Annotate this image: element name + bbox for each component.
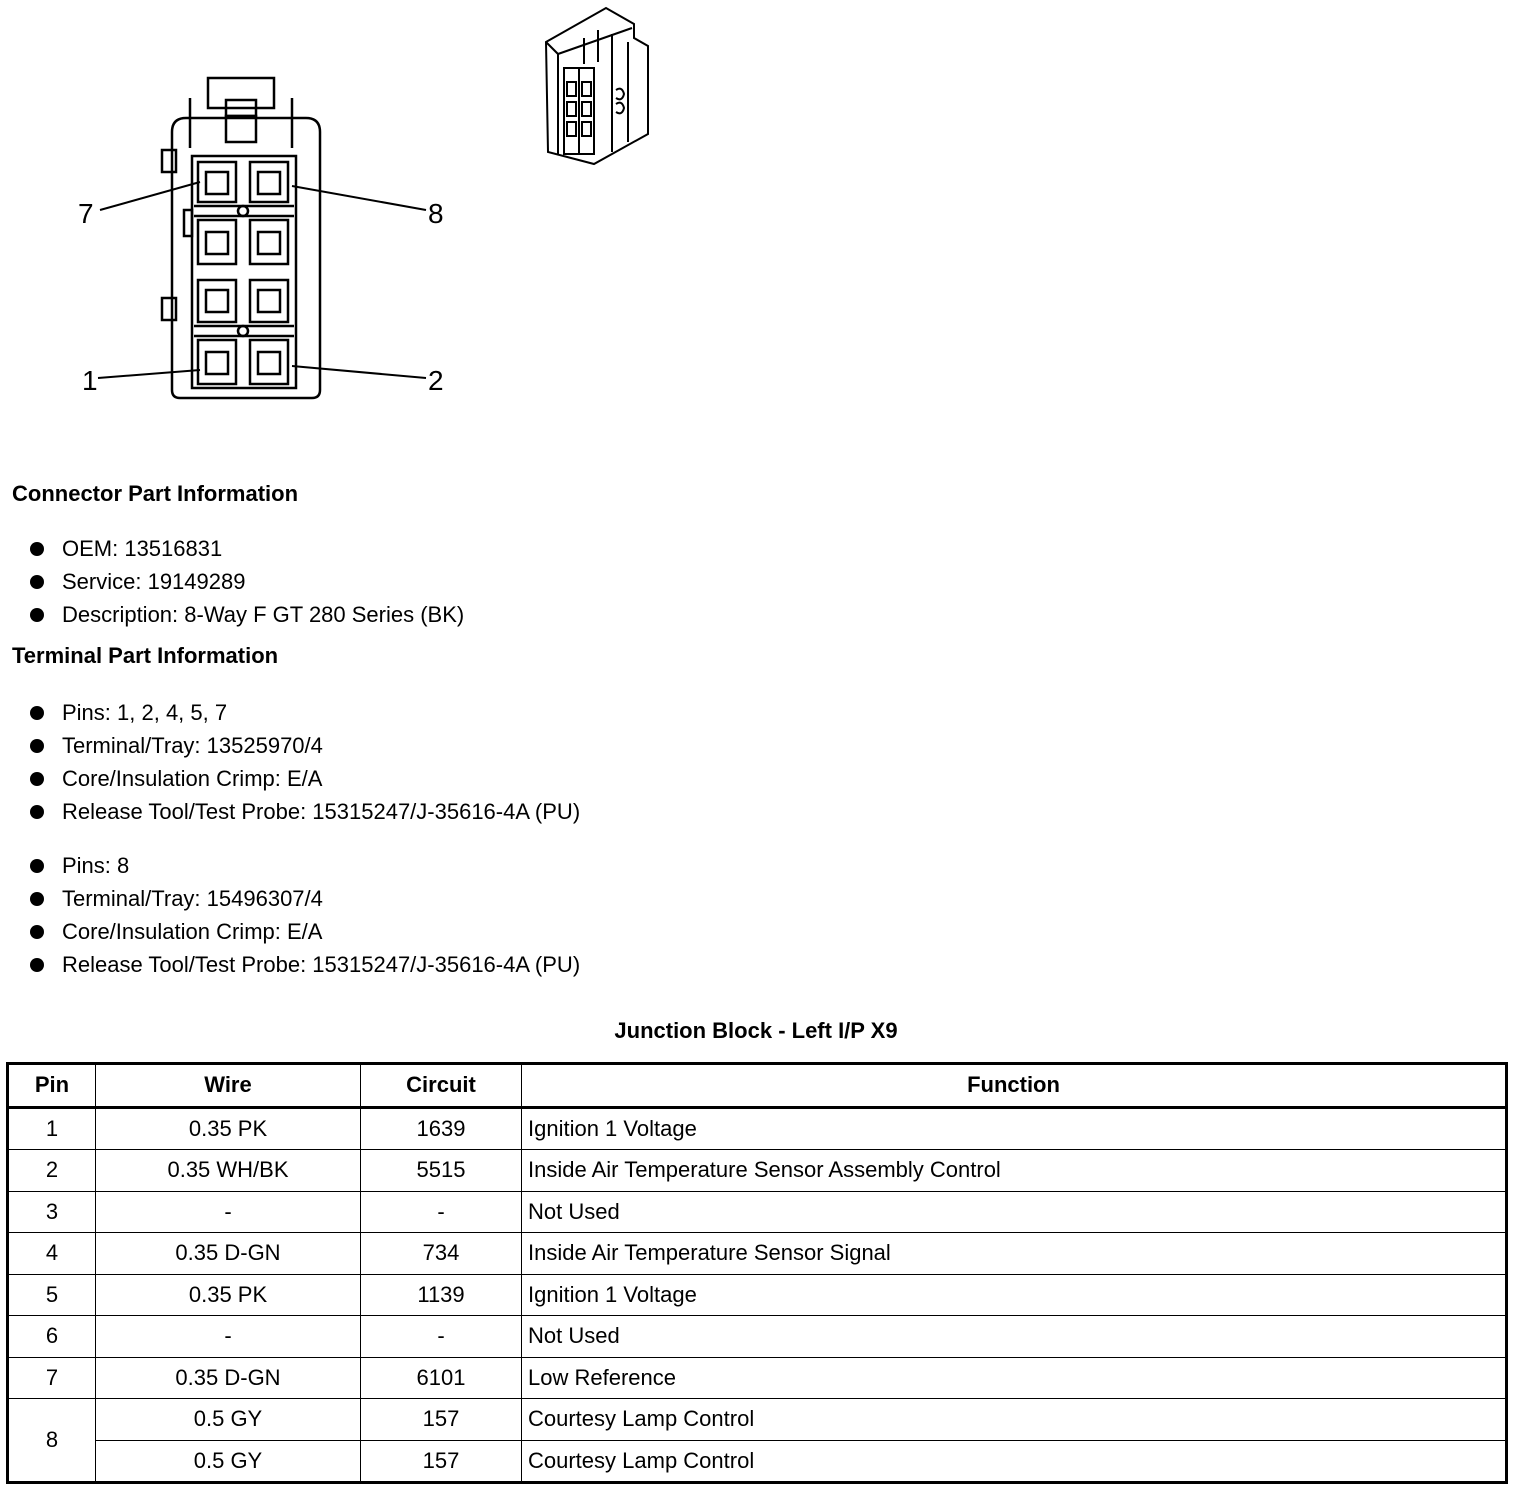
header-circuit: Circuit bbox=[361, 1064, 522, 1108]
table-header-row bbox=[8, 1064, 1507, 1108]
cell-pin: 5 bbox=[8, 1274, 96, 1316]
cell-wire: 0.5 GY bbox=[96, 1440, 361, 1483]
cell-wire: 0.35 D-GN bbox=[96, 1357, 361, 1399]
terminal-info-group-2 bbox=[30, 849, 580, 981]
table-row bbox=[8, 1440, 1507, 1483]
terminal-info-group-1 bbox=[30, 696, 580, 828]
cell-circuit: 734 bbox=[361, 1233, 522, 1275]
table-row bbox=[8, 1107, 1507, 1150]
table-row bbox=[8, 1316, 1507, 1358]
list-item: OEM: 13516831 bbox=[30, 532, 464, 565]
cell-wire: - bbox=[96, 1191, 361, 1233]
cell-circuit: 1639 bbox=[361, 1107, 522, 1150]
connector-isometric-drawing bbox=[536, 2, 656, 172]
cell-pin: 7 bbox=[8, 1357, 96, 1399]
header-wire: Wire bbox=[96, 1064, 361, 1108]
cell-pin: 2 bbox=[8, 1150, 96, 1192]
pin-label-8: 8 bbox=[428, 198, 444, 229]
list-item: Core/Insulation Crimp: E/A bbox=[30, 762, 580, 795]
cell-function: Not Used bbox=[522, 1316, 1507, 1358]
cell-wire: 0.35 WH/BK bbox=[96, 1150, 361, 1192]
pinout-table bbox=[6, 1062, 1508, 1484]
terminal-info-heading: Terminal Part Information bbox=[12, 643, 279, 668]
list-item: Description: 8-Way F GT 280 Series (BK) bbox=[30, 598, 464, 631]
table-title: Junction Block - Left I/P X9 bbox=[614, 1018, 898, 1043]
cell-pin: 8 bbox=[8, 1399, 96, 1483]
list-item: Service: 19149289 bbox=[30, 565, 464, 598]
cell-pin: 6 bbox=[8, 1316, 96, 1358]
cell-pin: 1 bbox=[8, 1107, 96, 1150]
cell-function: Inside Air Temperature Sensor Signal bbox=[522, 1233, 1507, 1275]
list-item: Release Tool/Test Probe: 15315247/J-35616-4A (PU) bbox=[30, 795, 580, 828]
cell-circuit: 6101 bbox=[361, 1357, 522, 1399]
table-row bbox=[8, 1191, 1507, 1233]
cell-wire: 0.35 PK bbox=[96, 1274, 361, 1316]
header-function: Function bbox=[522, 1064, 1507, 1108]
cell-function: Courtesy Lamp Control bbox=[522, 1399, 1507, 1441]
cell-pin: 4 bbox=[8, 1233, 96, 1275]
header-pin: Pin bbox=[8, 1064, 96, 1108]
connector-info-heading: Connector Part Information bbox=[12, 481, 299, 506]
connector-info-list bbox=[30, 532, 464, 631]
cell-circuit: - bbox=[361, 1316, 522, 1358]
cell-pin: 3 bbox=[8, 1191, 96, 1233]
table-row bbox=[8, 1150, 1507, 1192]
connector-diagram bbox=[0, 0, 700, 420]
pin-label-1: 1 bbox=[82, 365, 98, 396]
list-item: Terminal/Tray: 13525970/4 bbox=[30, 729, 580, 762]
cell-circuit: 5515 bbox=[361, 1150, 522, 1192]
cell-wire: 0.35 PK bbox=[96, 1107, 361, 1150]
pin-label-7: 7 bbox=[78, 198, 94, 229]
cell-function: Courtesy Lamp Control bbox=[522, 1440, 1507, 1483]
table-row bbox=[8, 1274, 1507, 1316]
table-row bbox=[8, 1399, 1507, 1441]
pin-label-2: 2 bbox=[428, 365, 444, 396]
cell-wire: 0.5 GY bbox=[96, 1399, 361, 1441]
cell-circuit: 1139 bbox=[361, 1274, 522, 1316]
list-item: Terminal/Tray: 15496307/4 bbox=[30, 882, 580, 915]
list-item: Release Tool/Test Probe: 15315247/J-35616-4A (PU) bbox=[30, 948, 580, 981]
cell-wire: - bbox=[96, 1316, 361, 1358]
cell-function: Ignition 1 Voltage bbox=[522, 1107, 1507, 1150]
cell-wire: 0.35 D-GN bbox=[96, 1233, 361, 1275]
cell-circuit: 157 bbox=[361, 1399, 522, 1441]
cell-function: Low Reference bbox=[522, 1357, 1507, 1399]
cell-function: Inside Air Temperature Sensor Assembly Control bbox=[522, 1150, 1507, 1192]
table-row bbox=[8, 1357, 1507, 1399]
list-item: Pins: 1, 2, 4, 5, 7 bbox=[30, 696, 580, 729]
cell-function: Ignition 1 Voltage bbox=[522, 1274, 1507, 1316]
list-item: Core/Insulation Crimp: E/A bbox=[30, 915, 580, 948]
cell-function: Not Used bbox=[522, 1191, 1507, 1233]
cell-circuit: 157 bbox=[361, 1440, 522, 1483]
list-item: Pins: 8 bbox=[30, 849, 580, 882]
table-row bbox=[8, 1233, 1507, 1275]
cell-circuit: - bbox=[361, 1191, 522, 1233]
